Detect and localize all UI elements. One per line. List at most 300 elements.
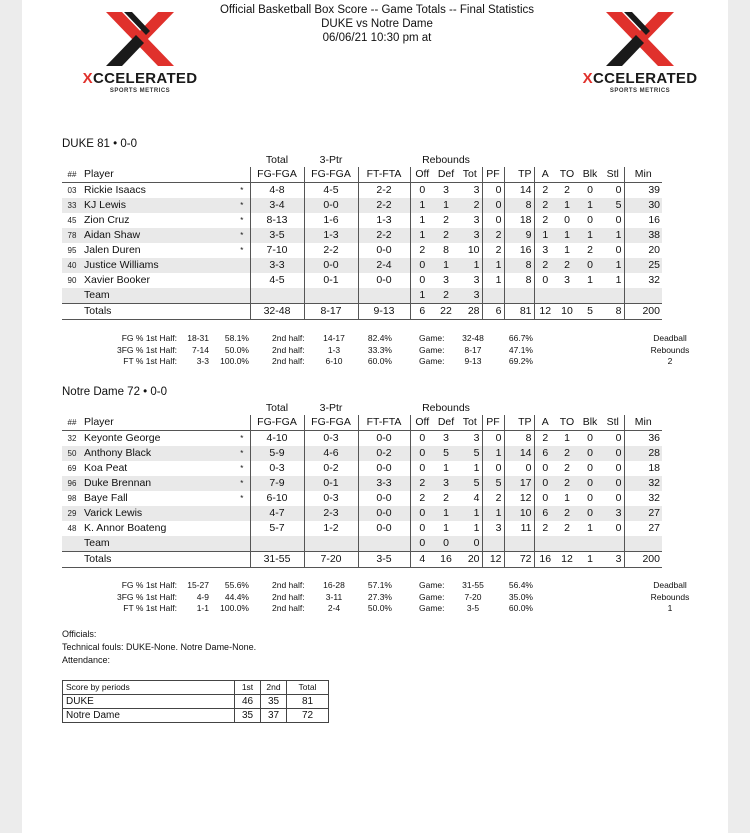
player-num: 48 — [67, 524, 77, 533]
player-name: Duke Brennan — [82, 476, 234, 491]
pct-pct: 56.4% — [508, 580, 533, 590]
header-group-row — [62, 401, 662, 415]
col-fg3: FG-FGA — [304, 415, 358, 431]
pct-label: FT % 1st Half: — [123, 603, 177, 613]
team-tot: 0 — [458, 536, 482, 552]
pct-pct: 66.7% — [508, 333, 533, 343]
player-name: Jalen Duren — [84, 244, 141, 256]
col-stl: Stl — [602, 415, 624, 431]
player-def: 2 — [434, 228, 458, 243]
team-min — [624, 288, 662, 304]
periods-1st: 35 — [235, 709, 261, 723]
player-stl: 0 — [602, 243, 624, 258]
totals-ft: 9-13 — [358, 304, 410, 320]
player-tp: 18 — [504, 213, 534, 228]
player-star: * — [234, 198, 250, 213]
game-datetime: 06/06/21 10:30 pm at — [322, 32, 432, 44]
officials-block — [62, 628, 256, 667]
player-to: 2 — [556, 476, 578, 491]
periods-team: Notre Dame — [63, 709, 235, 723]
periods-total: 81 — [287, 695, 329, 709]
player-ft: 0-0 — [358, 461, 410, 476]
periods-header-1st: 1st — [235, 681, 261, 695]
pct-val: 4-9 — [196, 591, 209, 602]
player-ft: 0-0 — [358, 491, 410, 506]
player-def: 1 — [434, 258, 458, 273]
player-min: 32 — [648, 274, 660, 286]
player-ft: 3-3 — [358, 476, 410, 491]
col-stl: Stl — [602, 167, 624, 183]
pct-line — [419, 592, 539, 604]
player-min: 39 — [648, 184, 660, 196]
player-def: 5 — [434, 446, 458, 461]
col-ft: FT-FTA — [358, 167, 410, 183]
pct-line — [419, 356, 539, 368]
player-ft: 1-3 — [358, 213, 410, 228]
player-row — [62, 228, 662, 243]
player-num: 33 — [62, 198, 82, 213]
totals-to: 10 — [556, 304, 578, 320]
player-ft: 0-0 — [358, 521, 410, 536]
totals-star — [234, 552, 250, 568]
col-fg: FG-FGA — [250, 167, 304, 183]
deadball-label-2: Rebounds — [650, 344, 690, 355]
col-to: TO — [556, 415, 578, 431]
player-fg3: 4-5 — [304, 183, 358, 199]
player-blk: 1 — [578, 198, 602, 213]
totals-tot: 28 — [458, 304, 482, 320]
player-a: 2 — [542, 214, 549, 226]
player-row — [62, 273, 662, 288]
player-tp: 8 — [504, 258, 534, 273]
xcelerated-logo-icon — [102, 10, 178, 68]
player-to: 2 — [556, 506, 578, 521]
brand-name: XCCELERATED — [82, 70, 198, 87]
player-min: 30 — [624, 198, 662, 213]
technical-fouls-line: Technical fouls: DUKE-None. Notre Dame-None. — [62, 642, 257, 652]
pct-line — [107, 592, 257, 604]
pct-line — [107, 603, 257, 615]
brand-subtitle: SPORTS METRICS — [109, 88, 171, 94]
player-to: 1 — [564, 432, 570, 444]
player-pf: 1 — [482, 273, 504, 288]
player-a: 0 — [542, 492, 549, 504]
player-ft: 2-2 — [358, 198, 410, 213]
player-fg: 3-3 — [250, 258, 304, 273]
player-a: 6 — [534, 506, 556, 521]
player-def: 3 — [443, 184, 449, 196]
player-pf: 2 — [482, 243, 504, 258]
totals-def: 16 — [434, 552, 458, 568]
player-name: Anthony Black — [82, 446, 234, 461]
player-num: 96 — [62, 476, 82, 491]
score-by-periods-table — [62, 680, 329, 723]
xcelerated-logo-icon — [602, 10, 678, 68]
matchup: DUKE vs Notre Dame — [321, 18, 433, 30]
col-tp: TP — [504, 167, 534, 183]
player-stl: 0 — [602, 521, 624, 536]
player-to: 2 — [556, 258, 578, 273]
player-a: 2 — [542, 184, 549, 196]
player-off: 2 — [410, 491, 434, 506]
pct-line — [107, 356, 257, 368]
box-score-table-notre-dame — [62, 401, 662, 568]
player-pf: 1 — [482, 506, 504, 521]
player-stl: 3 — [602, 506, 624, 521]
player-fg: 6-10 — [250, 491, 304, 506]
player-fg3: 1-6 — [304, 213, 358, 228]
pct-line — [419, 580, 539, 592]
box-score-table-duke — [62, 153, 662, 320]
pct-col2-notre-dame — [272, 580, 400, 615]
totals-fg3: 7-20 — [304, 552, 358, 568]
team-blk — [578, 288, 602, 304]
player-fg3: 1-3 — [304, 228, 358, 243]
player-fg: 4-5 — [250, 273, 304, 288]
col-group-rebounds: Rebounds — [422, 154, 470, 166]
player-stl: 0 — [602, 461, 624, 476]
player-pf: 0 — [482, 431, 504, 447]
player-tot: 5 — [458, 476, 482, 491]
player-a: 3 — [542, 244, 549, 256]
col-pf: PF — [482, 415, 504, 431]
team-star — [234, 536, 250, 552]
team-to — [556, 288, 578, 304]
team-a — [534, 288, 556, 304]
pct-label: Game: — [419, 333, 445, 343]
player-num: 78 — [62, 228, 82, 243]
team-off: 0 — [410, 536, 434, 552]
player-star: * — [234, 446, 250, 461]
player-tp: 16 — [504, 243, 534, 258]
periods-total: 72 — [287, 709, 329, 723]
player-min: 27 — [648, 522, 660, 534]
pct-label: Game: — [419, 580, 445, 590]
player-tot: 1 — [458, 258, 482, 273]
player-fg: 7-10 — [250, 243, 304, 258]
pct-val: 2-4 — [327, 603, 341, 613]
player-blk: 0 — [587, 492, 593, 504]
player-min: 20 — [648, 244, 660, 256]
totals-pf: 6 — [482, 304, 504, 320]
col-min: Min — [624, 167, 662, 183]
player-to: 0 — [564, 214, 570, 226]
pct-val: 1-1 — [196, 603, 209, 613]
team-title-duke: DUKE 81 • 0-0 — [62, 138, 137, 150]
player-num: 40 — [62, 258, 82, 273]
team-a — [534, 536, 556, 552]
pct-pct: 82.4% — [367, 333, 392, 343]
player-off: 0 — [410, 446, 434, 461]
player-name: K. Annor Boateng — [84, 522, 167, 534]
player-to: 1 — [556, 198, 578, 213]
player-row — [62, 461, 662, 476]
periods-row-notre-dame — [63, 709, 329, 723]
player-row — [62, 213, 662, 228]
team-ft — [358, 536, 410, 552]
pct-val: 31-55 — [462, 580, 484, 590]
player-row — [62, 446, 662, 461]
player-fg: 3-5 — [250, 228, 304, 243]
player-name: KJ Lewis — [82, 198, 234, 213]
player-star: * — [234, 228, 250, 243]
pct-col3-notre-dame — [419, 580, 539, 615]
player-fg: 4-10 — [250, 431, 304, 447]
player-tot: 3 — [458, 228, 482, 243]
team-name: Team — [82, 288, 234, 304]
team-num — [62, 288, 82, 304]
player-num: 95 — [67, 246, 77, 255]
col-off: Off — [410, 167, 434, 183]
pct-val: 9-13 — [464, 356, 482, 366]
player-to: 2 — [564, 462, 570, 474]
team-row — [62, 288, 662, 304]
player-fg3: 4-6 — [304, 446, 358, 461]
player-a: 1 — [534, 228, 556, 243]
periods-header-total: Total — [287, 681, 329, 695]
team-fg3 — [304, 536, 358, 552]
periods-row-duke — [63, 695, 329, 709]
player-num: 50 — [62, 446, 82, 461]
player-row — [62, 243, 662, 258]
pct-pct: 100.0% — [220, 356, 249, 366]
player-min: 18 — [648, 462, 660, 474]
player-row — [62, 183, 662, 199]
pct-val: 7-14 — [191, 344, 209, 355]
pct-pct: 35.0% — [508, 591, 533, 602]
pct-label: FT % 1st Half: — [123, 356, 177, 366]
player-name: Zion Cruz — [84, 214, 130, 226]
player-num: 90 — [67, 276, 77, 285]
player-star — [234, 506, 250, 521]
periods-header-label: Score by periods — [63, 681, 235, 695]
col-tot: Tot — [458, 167, 482, 183]
xcelerated-logo-right — [570, 10, 710, 94]
player-tot: 1 — [458, 461, 482, 476]
team-name: Team — [82, 536, 234, 552]
totals-def: 22 — [434, 304, 458, 320]
col-blk: Blk — [578, 167, 602, 183]
player-tp: 8 — [504, 198, 534, 213]
totals-ft: 3-5 — [358, 552, 410, 568]
player-tp: 0 — [504, 461, 534, 476]
player-fg3: 2-3 — [304, 506, 358, 521]
col-min: Min — [624, 415, 662, 431]
player-tp: 12 — [504, 491, 534, 506]
team-min — [624, 536, 662, 552]
player-fg: 0-3 — [250, 461, 304, 476]
totals-off: 6 — [410, 304, 434, 320]
pct-val: 3-3 — [196, 356, 209, 366]
player-num: 32 — [67, 434, 77, 443]
player-fg3: 0-1 — [304, 273, 358, 288]
pct-line — [272, 580, 400, 592]
player-off: 0 — [410, 273, 434, 288]
team-def: 2 — [434, 288, 458, 304]
pct-val: 1-3 — [327, 344, 341, 355]
player-tot: 4 — [458, 491, 482, 506]
pct-col2-duke — [272, 333, 400, 368]
player-pf: 0 — [482, 198, 504, 213]
player-tp: 9 — [504, 228, 534, 243]
periods-team: DUKE — [63, 695, 235, 709]
team-to — [556, 536, 578, 552]
player-tp: 10 — [504, 506, 534, 521]
player-fg3: 1-2 — [304, 521, 358, 536]
pct-label: Game: — [419, 344, 445, 355]
player-tot: 3 — [458, 431, 482, 447]
player-pf: 1 — [482, 258, 504, 273]
box-score-page — [22, 0, 728, 833]
pct-val: 7-20 — [464, 591, 482, 602]
team-tp — [504, 288, 534, 304]
player-pf: 0 — [482, 213, 504, 228]
pct-val: 3-5 — [466, 603, 480, 613]
player-tot: 3 — [458, 213, 482, 228]
player-fg: 3-4 — [250, 198, 304, 213]
player-to: 1 — [556, 228, 578, 243]
pct-col1-notre-dame — [107, 580, 257, 615]
player-def: 8 — [443, 244, 449, 256]
player-tot: 2 — [458, 198, 482, 213]
player-blk: 0 — [587, 214, 593, 226]
totals-blk: 5 — [578, 304, 602, 320]
pct-label: 3FG % 1st Half: — [117, 344, 177, 355]
player-fg: 4-8 — [250, 183, 304, 199]
col-pf: PF — [482, 167, 504, 183]
player-a: 6 — [534, 446, 556, 461]
pct-label: FG % 1st Half: — [121, 333, 177, 343]
periods-2nd: 37 — [261, 709, 287, 723]
pct-val: 32-48 — [462, 333, 484, 343]
deadball-label: Deadball — [653, 580, 687, 590]
col-group-rebounds: Rebounds — [422, 402, 470, 414]
pct-label: 2nd half: — [272, 356, 305, 366]
header-column-row — [62, 167, 662, 183]
player-ft: 2-4 — [358, 258, 410, 273]
team-row — [62, 536, 662, 552]
player-def: 1 — [434, 506, 458, 521]
col-ft: FT-FTA — [358, 415, 410, 431]
pct-pct: 69.2% — [508, 356, 533, 366]
team-pf — [482, 288, 504, 304]
deadball-rebounds-duke — [630, 333, 710, 368]
player-ft: 2-2 — [358, 183, 410, 199]
pct-label: FG % 1st Half: — [121, 580, 177, 590]
pct-pct: 50.0% — [367, 603, 392, 613]
player-tp: 17 — [504, 476, 534, 491]
player-stl: 1 — [602, 273, 624, 288]
team-num — [62, 536, 82, 552]
pct-pct: 33.3% — [367, 344, 392, 355]
col-group-3ptr: 3-Ptr — [319, 402, 343, 414]
player-stl: 1 — [602, 258, 624, 273]
pct-label: Game: — [419, 356, 445, 366]
pct-label: 2nd half: — [272, 333, 305, 343]
pct-line — [419, 333, 539, 345]
player-min: 38 — [624, 228, 662, 243]
totals-num — [62, 304, 82, 320]
player-name: Xavier Booker — [84, 274, 150, 286]
player-def: 3 — [434, 476, 458, 491]
player-blk: 1 — [578, 228, 602, 243]
pct-line — [107, 333, 257, 345]
player-min: 32 — [624, 476, 662, 491]
col-group-total: Total — [265, 154, 289, 166]
officials-line: Officials: — [62, 629, 97, 639]
player-blk: 0 — [578, 506, 602, 521]
player-pf: 2 — [482, 228, 504, 243]
player-tot: 3 — [458, 183, 482, 199]
player-star: * — [240, 186, 244, 195]
pct-val: 18-31 — [187, 333, 209, 343]
pct-col1-duke — [107, 333, 257, 368]
periods-header-row — [63, 681, 329, 695]
header-column-row — [62, 415, 662, 431]
player-row — [62, 506, 662, 521]
pct-val: 6-10 — [325, 356, 343, 366]
player-tot: 10 — [458, 243, 482, 258]
pct-label: 2nd half: — [272, 603, 305, 613]
pct-val: 14-17 — [323, 333, 345, 343]
player-tp: 14 — [504, 446, 534, 461]
pct-pct: 60.0% — [367, 356, 392, 366]
player-off: 0 — [410, 521, 434, 536]
pct-pct: 27.3% — [367, 591, 392, 602]
team-ft — [358, 288, 410, 304]
player-stl: 1 — [602, 228, 624, 243]
player-to: 1 — [564, 244, 570, 256]
col-to: TO — [556, 167, 578, 183]
player-stl: 0 — [602, 183, 624, 199]
pct-line — [272, 592, 400, 604]
totals-name: Totals — [82, 304, 234, 320]
totals-stl: 8 — [602, 304, 624, 320]
totals-row — [62, 304, 662, 320]
pct-pct: 50.0% — [224, 344, 249, 355]
player-off: 0 — [410, 506, 434, 521]
player-fg3: 0-0 — [304, 258, 358, 273]
brand-subtitle: SPORTS METRICS — [609, 88, 671, 94]
player-fg3: 0-1 — [304, 476, 358, 491]
player-row — [62, 198, 662, 213]
player-fg: 8-13 — [250, 213, 304, 228]
pct-label: 3FG % 1st Half: — [117, 591, 177, 602]
player-name: Baye Fall — [84, 492, 128, 504]
player-name: Rickie Isaacs — [84, 184, 146, 196]
periods-1st: 46 — [235, 695, 261, 709]
player-tp: 14 — [504, 183, 534, 199]
team-title-notre-dame: Notre Dame 72 • 0-0 — [62, 386, 168, 398]
periods-2nd: 35 — [261, 695, 287, 709]
player-off: 0 — [410, 461, 434, 476]
pct-label: 2nd half: — [272, 580, 305, 590]
pct-label: 2nd half: — [272, 591, 305, 602]
player-off: 0 — [410, 183, 434, 199]
player-tp: 8 — [504, 273, 534, 288]
player-tp: 8 — [504, 431, 534, 447]
player-off: 1 — [410, 228, 434, 243]
totals-tot: 20 — [458, 552, 482, 568]
player-stl: 0 — [602, 213, 624, 228]
player-fg: 7-9 — [250, 476, 304, 491]
player-blk: 1 — [587, 274, 593, 286]
pct-col3-duke — [419, 333, 539, 368]
totals-num — [62, 552, 82, 568]
pct-pct: 60.0% — [508, 603, 533, 613]
col-def: Def — [434, 167, 458, 183]
player-fg3: 2-2 — [304, 243, 358, 258]
